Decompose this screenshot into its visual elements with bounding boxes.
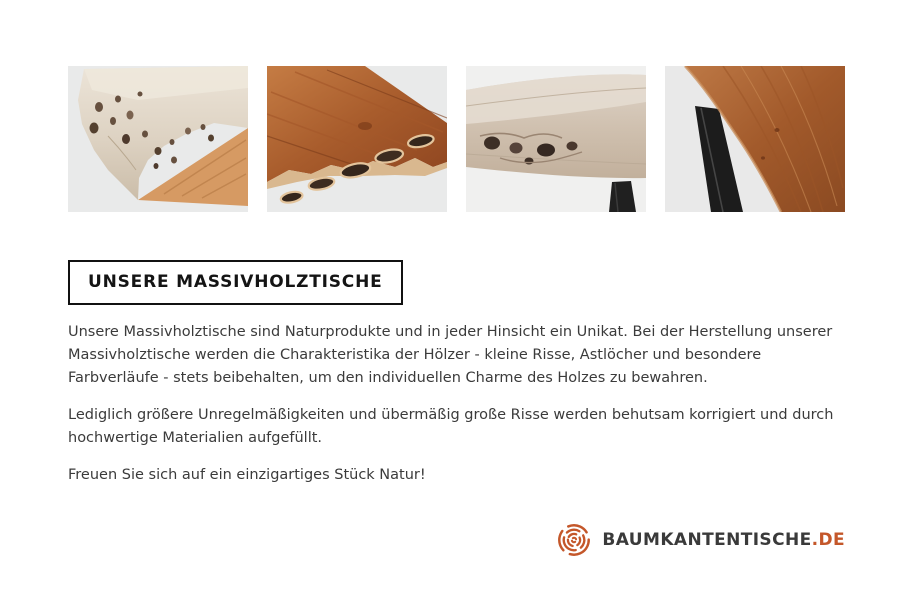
product-photo-light-slab [68,66,248,212]
product-photo-pale-table-edge [466,66,646,212]
pale-table-edge-illustration [466,66,646,212]
brand-logo[interactable] [555,521,845,559]
brand-word: BAUMKANTENTISCHE [602,530,812,550]
brand-tld: .DE [811,530,845,550]
paragraph-1: Unsere Massivholztische sind Naturprodukte und in jeder Hinsicht ein Unikat. Bei der Herstellung unserer Massivholztische werden die Charakteristika der Hölzer - kleine Risse, Astlöcher und besondere Farbverläufe - stets beibehalten, um den individuellen Charme des Holzes zu bewahren. [68,324,833,386]
brown-plank-illustration [267,66,447,212]
tree-rings-icon [555,521,593,559]
light-wood-slab-illustration [68,66,248,212]
section-title: UNSERE MASSIVHOLZTISCHE [88,272,383,292]
product-photo-table-with-leg [665,66,845,212]
description-text [68,321,850,501]
product-image-gallery [68,66,845,212]
brand-name [602,530,845,550]
section-heading-box [68,260,403,305]
table-with-leg-illustration [665,66,845,212]
product-photo-brown-plank [267,66,447,212]
paragraph-2: Lediglich größere Unregelmäßigkeiten und übermäßig große Risse werden behutsam korrigiert und durch hochwertige Materialien aufgefüllt. [68,407,834,446]
paragraph-3: Freuen Sie sich auf ein einzigartiges Stück Natur! [68,467,426,483]
